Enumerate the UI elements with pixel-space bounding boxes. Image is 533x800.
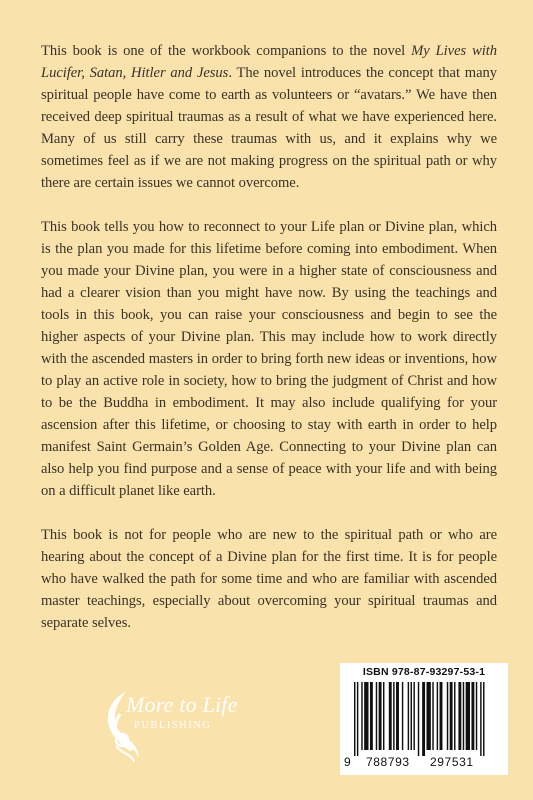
barcode-bar — [437, 682, 438, 750]
barcode-bar — [383, 682, 384, 750]
barcode-bar — [476, 682, 477, 750]
barcode-bar — [357, 682, 358, 756]
publisher-name: More to Life — [126, 692, 238, 717]
barcode-bar — [393, 682, 394, 750]
barcode-bar — [440, 682, 443, 750]
barcode-group-1: 788793 — [366, 755, 410, 769]
barcode-bar — [408, 682, 409, 750]
paragraph-1-intro: This book is one of the workbook companions to the novel — [41, 43, 412, 59]
barcode-bar — [411, 682, 412, 750]
barcode-bar — [463, 682, 464, 750]
publisher-subtitle: PUBLISHING — [134, 720, 212, 731]
isbn-label: ISBN 978-87-93297-53-1 — [362, 666, 486, 678]
barcode-bar — [427, 682, 431, 750]
barcode-bar — [418, 682, 419, 756]
paragraph-1-rest: . The novel introduces the concept that many spiritual people have come to earth as volunteers or “avatars.” We have then received deep spiritual traumas as a result of what we have experienced here. Many of us still carry these traumas with us, and it explains why we sometimes feel as if we are not making progress on the spiritual path or why there are certain issues we cannot overcome. — [41, 65, 498, 191]
blurb-paragraph-2: This book tells you how to reconnect to your Life plan or Divine plan, which is the plan you made for this lifetime before coming into embodiment. When you made your Divine plan, you were in a higher state of consciousness and had a clearer vision than you might have now. By using the teachings and tools in this book, you can raise your consciousness and begin to see the higher aspects of your Divine plan. This may include how to work directly with the ascended masters in order to bring forth new ideas or inventions, how to play an active role in society, how to bring the judgment of Christ and how to be the Buddha in embodiment. It may also include qualifying for your ascension after this lifetime, or choosing to stay with earth in order to help manifest Saint Germain’s Golden Age. Connecting to your Divine plan can also help you find purpose and a sense of peace with your life and with being on a difficult planet like earth. — [41, 219, 497, 499]
publisher-logo — [96, 688, 256, 768]
barcode-bar — [402, 682, 403, 750]
barcode-bar — [389, 682, 392, 750]
blurb-paragraph-1 — [41, 40, 497, 194]
barcode-bar — [458, 682, 461, 750]
blurb-paragraph-3: This book is not for people who are new to the spiritual path or who are hearing about the concept of a Divine plan for the first time. It is for people who have walked the path for some time and who are familiar with ascended master teachings, especially about overcoming your spiritual traumas and separate selves. — [41, 527, 497, 631]
barcode-bar — [454, 682, 455, 750]
barcode-bar — [413, 682, 414, 750]
barcode-bar — [379, 682, 382, 750]
barcode-bar — [432, 682, 433, 750]
barcode-bar — [466, 682, 470, 750]
barcode-bar — [483, 682, 484, 756]
barcode-bar — [471, 682, 474, 750]
barcode-lead-digit: 9 — [344, 755, 352, 769]
barcode-bars — [354, 682, 494, 756]
barcode-bar — [450, 682, 453, 750]
barcode-group-2: 297531 — [430, 755, 474, 769]
barcode-bar — [480, 682, 481, 756]
blurb-text — [41, 40, 497, 656]
barcode-bar — [396, 682, 399, 750]
isbn-barcode — [340, 663, 508, 775]
barcode-bar — [361, 682, 362, 750]
barcode-bar — [364, 682, 368, 750]
barcode-bar — [447, 682, 448, 750]
barcode-bar — [354, 682, 355, 756]
barcode-bar — [370, 682, 373, 750]
novel-title: My Lives with Lucifer, Satan, Hitler and Jesus — [41, 43, 498, 81]
barcode-bar — [376, 682, 377, 750]
barcode-bar — [422, 682, 425, 756]
